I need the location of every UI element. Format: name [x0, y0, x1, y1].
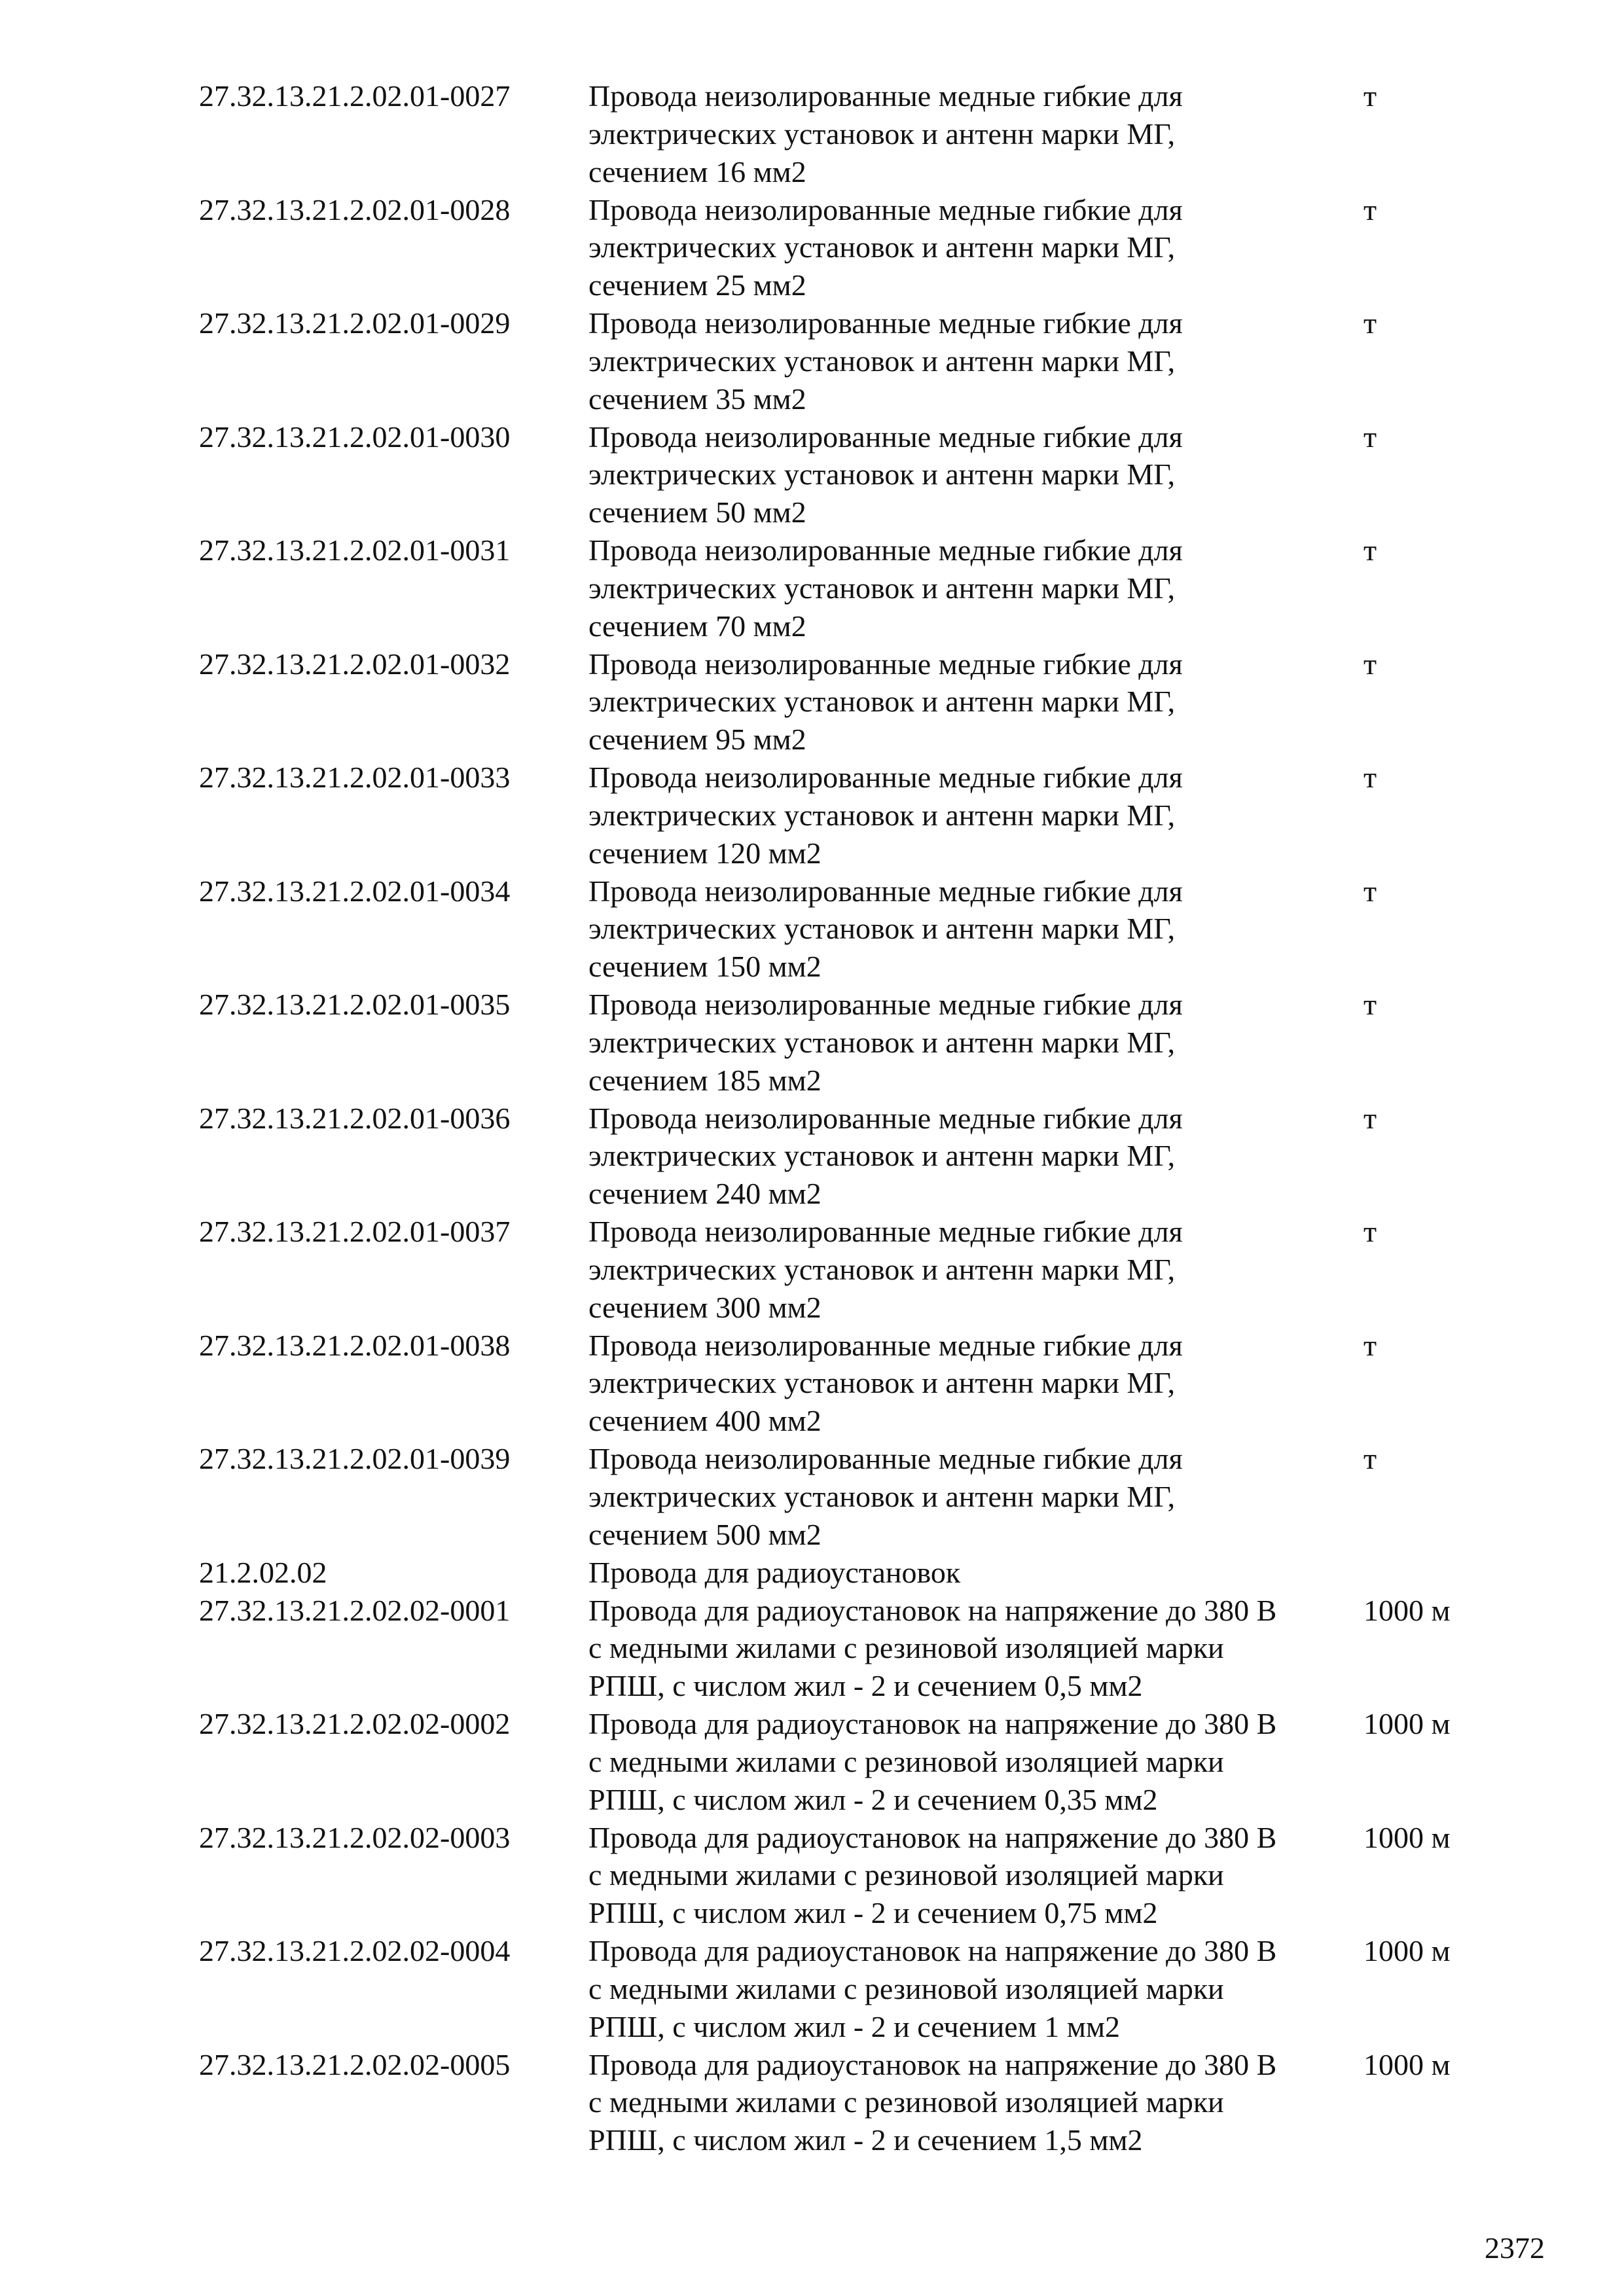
item-code: 27.32.13.21.2.02.02-0005: [199, 2047, 511, 2081]
description-line: Провода неизолированные медные гибкие для: [588, 420, 1183, 454]
item-description: [588, 2046, 1276, 2159]
item-code: 27.32.13.21.2.02.01-0030: [199, 420, 511, 454]
description-line: Провода неизолированные медные гибкие для: [588, 79, 1183, 113]
description-line: сечением 120 мм2: [588, 836, 821, 870]
item-description: [588, 304, 1183, 418]
description-line: электрических установок и антенн марки МГ,: [588, 1479, 1176, 1513]
item-description: [588, 986, 1183, 1099]
description-line: электрических установок и антенн марки МГ,: [588, 117, 1176, 151]
description-line: сечением 240 мм2: [588, 1177, 821, 1211]
item-unit: 1000 м: [1363, 2047, 1451, 2081]
description-line: сечением 150 мм2: [588, 950, 821, 984]
price-list-table: [0, 77, 1624, 2159]
description-line: электрических установок и антенн марки МГ,: [588, 457, 1176, 492]
page-number: 2372: [1485, 2231, 1545, 2265]
item-code: 27.32.13.21.2.02.02-0004: [199, 1934, 511, 1967]
item-code: 21.2.02.02: [199, 1555, 327, 1589]
table-row: [0, 872, 1624, 986]
item-unit: т: [1363, 192, 1377, 226]
description-line: Провода неизолированные медные гибкие для: [588, 1328, 1183, 1362]
description-line: Провода неизолированные медные гибкие для: [588, 761, 1183, 794]
item-code: 27.32.13.21.2.02.01-0027: [199, 79, 511, 113]
item-code: 27.32.13.21.2.02.02-0003: [199, 1820, 511, 1854]
item-code: 27.32.13.21.2.02.01-0032: [199, 647, 511, 681]
table-row: [0, 418, 1624, 532]
description-line: Провода для радиоустановок на напряжение до 380 В: [588, 2047, 1277, 2081]
item-code: 27.32.13.21.2.02.01-0038: [199, 1328, 511, 1362]
item-unit: т: [1363, 1215, 1377, 1248]
description-line: сечением 35 мм2: [588, 382, 806, 416]
table-row: [0, 1100, 1624, 1213]
table-row: [0, 2046, 1624, 2160]
item-description: [588, 1213, 1183, 1326]
item-description: [588, 77, 1183, 190]
table-row: [0, 1554, 1624, 1592]
item-description: [588, 531, 1183, 645]
item-code: 27.32.13.21.2.02.01-0029: [199, 306, 511, 340]
description-line: Провода для радиоустановок: [588, 1555, 961, 1589]
description-line: сечением 70 мм2: [588, 609, 806, 643]
table-row: [0, 531, 1624, 645]
description-line: сечением 95 мм2: [588, 723, 806, 757]
item-code: 27.32.13.21.2.02.02-0001: [199, 1593, 511, 1627]
table-row: [0, 304, 1624, 418]
description-line: электрических установок и антенн марки МГ,: [588, 1366, 1176, 1400]
description-line: Провода для радиоустановок на напряжение до 380 В: [588, 1820, 1277, 1854]
description-line: РПШ, с числом жил - 2 и сечением 0,35 мм2: [588, 1782, 1158, 1816]
table-row: [0, 1705, 1624, 1819]
description-line: Провода для радиоустановок на напряжение до 380 В: [588, 1593, 1277, 1627]
description-line: сечением 500 мм2: [588, 1517, 821, 1551]
table-row: [0, 645, 1624, 759]
description-line: Провода неизолированные медные гибкие для: [588, 306, 1183, 340]
description-line: Провода неизолированные медные гибкие для: [588, 988, 1183, 1021]
item-description: [588, 1932, 1276, 2045]
description-line: РПШ, с числом жил - 2 и сечением 0,5 мм2: [588, 1669, 1143, 1703]
item-unit: т: [1363, 874, 1377, 908]
item-code: 27.32.13.21.2.02.01-0039: [199, 1442, 511, 1475]
description-line: электрических установок и антенн марки МГ,: [588, 1252, 1176, 1286]
item-unit: т: [1363, 1328, 1377, 1362]
table-row: [0, 1440, 1624, 1554]
table-row: [0, 759, 1624, 872]
item-description: [588, 418, 1183, 531]
table-row: [0, 1932, 1624, 2046]
description-line: с медными жилами с резиновой изоляцией марки: [588, 1858, 1224, 1892]
item-description: [588, 872, 1183, 986]
description-line: с медными жилами с резиновой изоляцией марки: [588, 2085, 1224, 2119]
item-code: 27.32.13.21.2.02.01-0028: [199, 192, 511, 226]
item-unit: т: [1363, 79, 1377, 113]
item-description: [588, 1592, 1276, 1705]
description-line: РПШ, с числом жил - 2 и сечением 1,5 мм2: [588, 2123, 1143, 2157]
description-line: с медными жилами с резиновой изоляцией марки: [588, 1971, 1224, 2005]
item-unit: т: [1363, 1101, 1377, 1135]
description-line: Провода для радиоустановок на напряжение до 380 В: [588, 1934, 1277, 1967]
description-line: РПШ, с числом жил - 2 и сечением 1 мм2: [588, 2009, 1121, 2043]
description-line: Провода для радиоустановок на напряжение до 380 В: [588, 1707, 1277, 1740]
description-line: Провода неизолированные медные гибкие для: [588, 874, 1183, 908]
item-unit: т: [1363, 647, 1377, 681]
description-line: сечением 300 мм2: [588, 1290, 821, 1324]
description-line: Провода неизолированные медные гибкие для: [588, 1101, 1183, 1135]
description-line: Провода неизолированные медные гибкие для: [588, 533, 1183, 567]
item-unit: т: [1363, 533, 1377, 567]
description-line: электрических установок и антенн марки МГ,: [588, 230, 1176, 264]
item-description: [588, 759, 1183, 872]
item-unit: т: [1363, 988, 1377, 1021]
item-unit: т: [1363, 420, 1377, 454]
item-code: 27.32.13.21.2.02.01-0033: [199, 761, 511, 794]
item-description: [588, 1100, 1183, 1213]
description-line: электрических установок и антенн марки МГ,: [588, 685, 1176, 719]
table-row: [0, 1592, 1624, 1706]
table-row: [0, 986, 1624, 1100]
item-unit: 1000 м: [1363, 1707, 1451, 1740]
item-code: 27.32.13.21.2.02.01-0035: [199, 988, 511, 1021]
description-line: с медными жилами с резиновой изоляцией марки: [588, 1744, 1224, 1778]
item-code: 27.32.13.21.2.02.01-0037: [199, 1215, 511, 1248]
item-description: [588, 1705, 1276, 1818]
table-row: [0, 1819, 1624, 1933]
item-unit: т: [1363, 1442, 1377, 1475]
description-line: электрических установок и антенн марки МГ,: [588, 1025, 1176, 1059]
table-row: [0, 191, 1624, 305]
description-line: Провода неизолированные медные гибкие для: [588, 1442, 1183, 1475]
item-description: [588, 1554, 960, 1592]
description-line: электрических установок и антенн марки МГ,: [588, 912, 1176, 946]
description-line: сечением 400 мм2: [588, 1404, 821, 1438]
item-unit: 1000 м: [1363, 1593, 1451, 1627]
description-line: сечением 50 мм2: [588, 495, 806, 529]
description-line: электрических установок и антенн марки МГ,: [588, 1139, 1176, 1173]
item-description: [588, 645, 1183, 759]
item-unit: т: [1363, 761, 1377, 794]
description-line: сечением 16 мм2: [588, 154, 806, 188]
item-code: 27.32.13.21.2.02.02-0002: [199, 1707, 511, 1740]
description-line: Провода неизолированные медные гибкие для: [588, 1215, 1183, 1248]
item-description: [588, 191, 1183, 304]
description-line: электрических установок и антенн марки МГ,: [588, 571, 1176, 605]
description-line: РПШ, с числом жил - 2 и сечением 0,75 мм2: [588, 1896, 1158, 1930]
item-unit: 1000 м: [1363, 1820, 1451, 1854]
item-code: 27.32.13.21.2.02.01-0031: [199, 533, 511, 567]
description-line: Провода неизолированные медные гибкие для: [588, 647, 1183, 681]
table-row: [0, 77, 1624, 191]
description-line: сечением 25 мм2: [588, 268, 806, 302]
description-line: электрических установок и антенн марки МГ,: [588, 798, 1176, 832]
description-line: с медными жилами с резиновой изоляцией марки: [588, 1631, 1224, 1665]
item-description: [588, 1327, 1183, 1440]
description-line: Провода неизолированные медные гибкие для: [588, 192, 1183, 226]
description-line: электрических установок и антенн марки МГ,: [588, 344, 1176, 378]
description-line: сечением 185 мм2: [588, 1063, 821, 1097]
item-unit: т: [1363, 306, 1377, 340]
table-row: [0, 1213, 1624, 1327]
item-code: 27.32.13.21.2.02.01-0034: [199, 874, 511, 908]
item-description: [588, 1819, 1276, 1932]
item-unit: 1000 м: [1363, 1934, 1451, 1967]
item-description: [588, 1440, 1183, 1553]
item-code: 27.32.13.21.2.02.01-0036: [199, 1101, 511, 1135]
table-row: [0, 1327, 1624, 1441]
